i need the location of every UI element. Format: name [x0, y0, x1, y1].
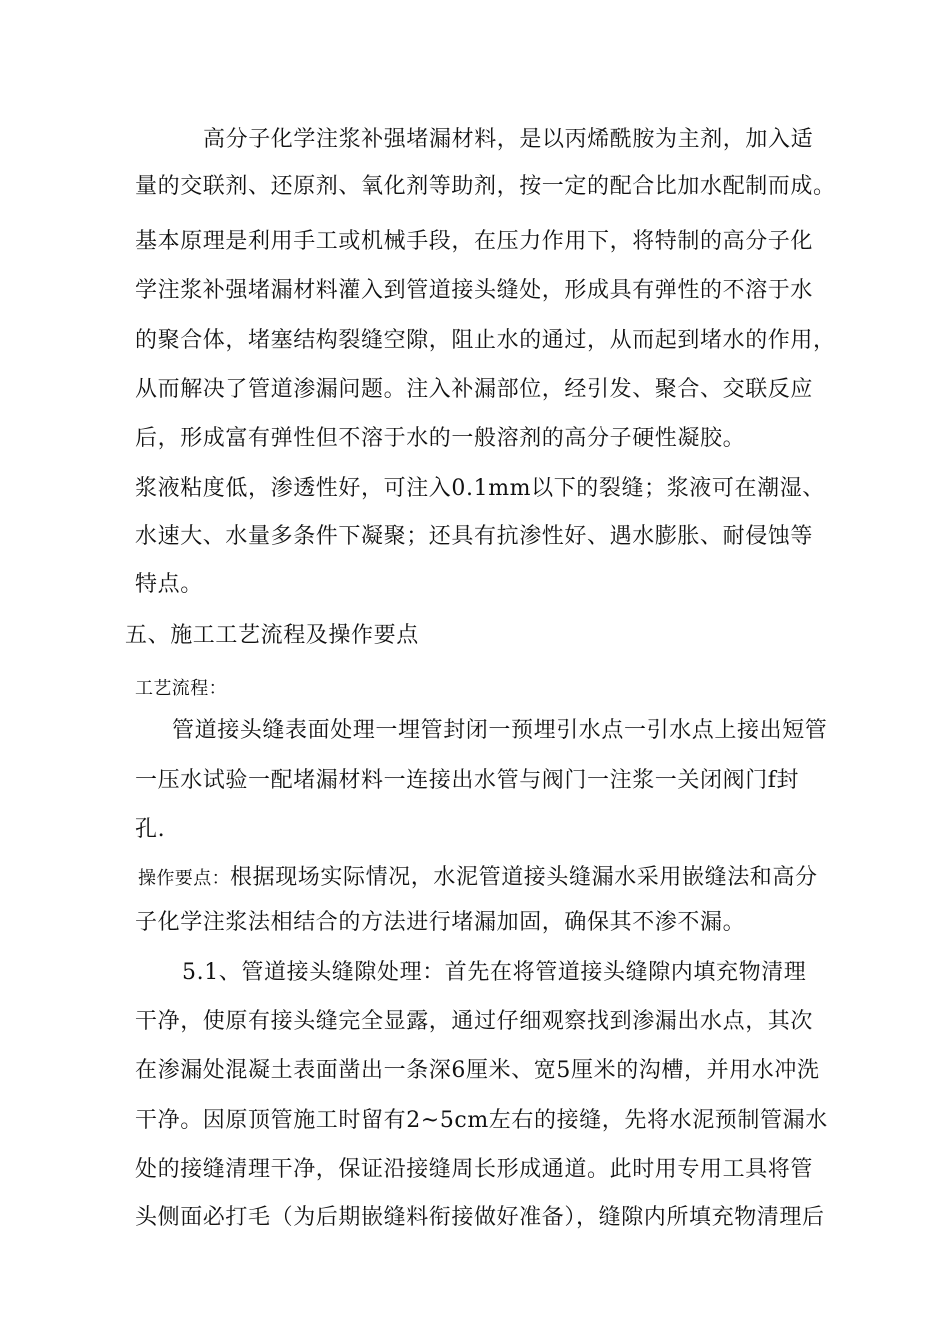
text-line: 在渗漏处混凝土表面凿出一条深6厘米、宽5厘米的沟槽，并用水冲洗 — [135, 1058, 820, 1083]
text-line: 水速大、水量多条件下凝聚；还具有抗渗性好、遇水膨胀、耐侵蚀等 — [135, 524, 814, 549]
text-line: 干净。因原顶管施工时留有2~5cm左右的接缝，先将水泥预制管漏水 — [135, 1108, 828, 1133]
text-line: 的聚合体，堵塞结构裂缝空隙，阻止水的通过，从而起到堵水的作用， — [135, 328, 836, 353]
text-line: 管道接头缝表面处理一埋管封闭一预埋引水点一引水点上接出短管 — [172, 718, 828, 743]
text-line: 头侧面必打毛（为后期嵌缝料衔接做好准备），缝隙内所填充物清理后 — [135, 1205, 825, 1230]
text-line: 孔. — [135, 817, 166, 842]
text-line: 5.1、管道接头缝隙处理：首先在将管道接头缝隙内填充物清理 — [182, 960, 807, 985]
text-line: 子化学注浆法相结合的方法进行堵漏加固，确保其不渗不漏。 — [135, 910, 746, 935]
process-flow-label: 工艺流程： — [135, 678, 227, 699]
text-line: 浆液粘度低，渗透性好，可注入0.1mm以下的裂缝；浆液可在潮湿、 — [135, 476, 825, 501]
text-line: 一压水试验一配堵漏材料一连接出水管与阀门一注浆一关闭阀门f封 — [135, 768, 800, 793]
text-line: 基本原理是利用手工或机械手段，在压力作用下，将特制的高分子化 — [135, 229, 814, 254]
text-line: 从而解决了管道渗漏问题。注入补漏部位，经引发、聚合、交联反应 — [135, 377, 814, 402]
text-line — [138, 863, 818, 894]
text-line: 处的接缝清理干净，保证沿接缝周长形成通道。此时用专用工具将管 — [135, 1157, 814, 1182]
text-line: 学注浆补强堵漏材料灌入到管道接头缝处，形成具有弹性的不溶于水 — [135, 278, 814, 303]
key-points-text: 根据现场实际情况，水泥管道接头缝漏水采用嵌缝法和高分 — [230, 865, 818, 890]
text-line: 后，形成富有弹性但不溶于水的一般溶剂的高分子硬性凝胶。 — [135, 426, 746, 451]
text-line: 量的交联剂、还原剂、氧化剂等助剂，按一定的配合比加水配制而成。 — [135, 174, 836, 199]
text-line: 高分子化学注浆补强堵漏材料，是以丙烯酰胺为主剂，加入适 — [203, 127, 814, 152]
text-line: 特点。 — [135, 572, 203, 597]
key-points-label: 操作要点： — [138, 868, 230, 889]
section-heading: 五、施工工艺流程及操作要点 — [125, 623, 419, 648]
text-line: 干净，使原有接头缝完全显露，通过仔细观察找到渗漏出水点，其次 — [135, 1009, 814, 1034]
